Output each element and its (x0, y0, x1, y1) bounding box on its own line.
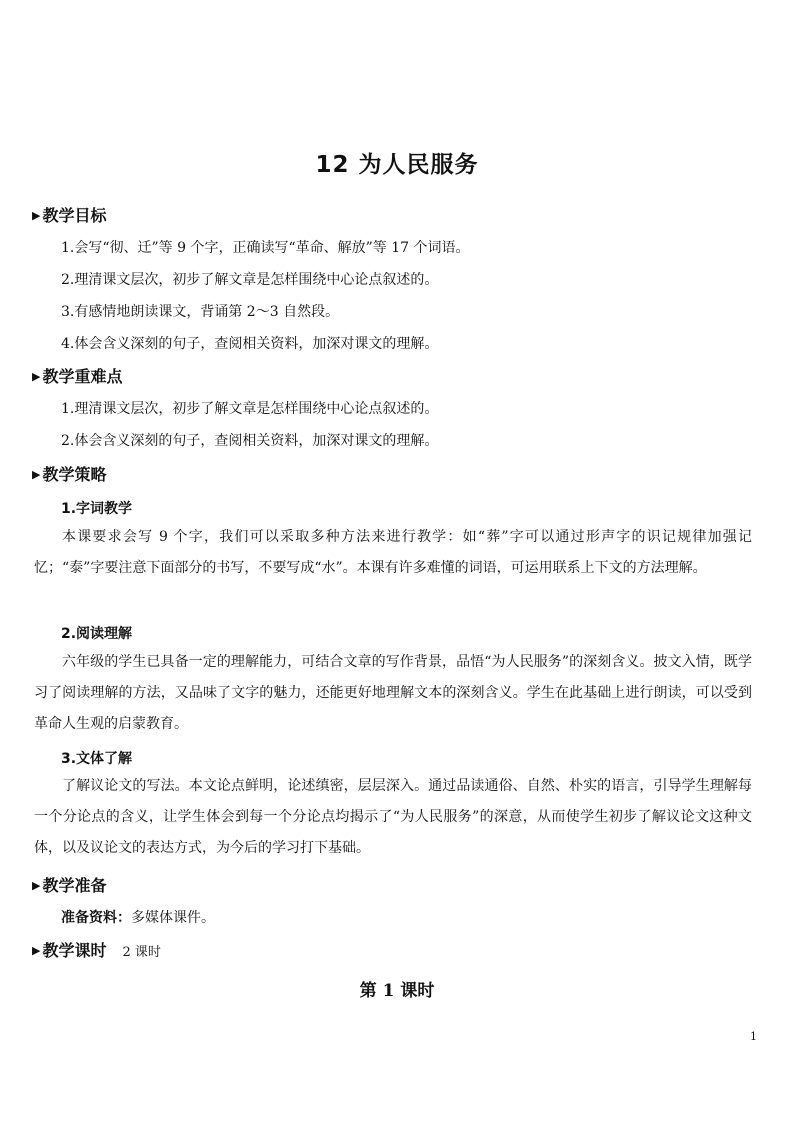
section-heading-text: 教学课时 (42, 941, 107, 960)
preparation-label: 准备资料： (61, 910, 131, 926)
preparation-value: 多媒体课件。 (131, 910, 215, 926)
hours-value: 2 课时 (122, 945, 161, 960)
triangle-bullet-icon: ▶ (32, 879, 41, 892)
strategy-subtitle: 2.阅读理解 (61, 626, 133, 642)
strategy-subtitle: 3.文体了解 (61, 751, 133, 767)
strategy-paragraph: 六年级的学生已具备一定的理解能力，可结合文章的写作背景，品悟“为人民服务”的深刻含义。披文入情，既学习了阅读理解的方法，又品味了文字的魅力，还能更好地理解文本的深刻含义。学生在此基础上进行朗读，可以受到革命人生观的启蒙教育。 (34, 654, 752, 732)
strategy-paragraph: 本课要求会写 9 个字，我们可以采取多种方法来进行教学：如“葬”字可以通过形声字的识记规律加强记忆；“泰”字要注意下面部分的书写，不要写成“水”。本课有许多难懂的词语，可运用联系上下文的方法理解。 (34, 529, 752, 576)
triangle-bullet-icon: ▶ (32, 209, 41, 222)
strategy-subtitle: 1.字词教学 (61, 501, 133, 517)
section-heading-text: 教学策略 (42, 465, 107, 484)
key-point-item: 1.理清课文层次，初步了解文章是怎样围绕中心论点叙述的。 (61, 401, 439, 417)
page-number: 1 (750, 1030, 757, 1043)
preparation-line (61, 907, 215, 927)
section-heading-preparation (32, 873, 106, 896)
section-heading-goals (32, 203, 106, 226)
goal-item: 2.理清课文层次，初步了解文章是怎样围绕中心论点叙述的。 (61, 272, 439, 288)
section-heading-text: 教学目标 (42, 206, 107, 225)
section-heading-text: 教学准备 (42, 876, 107, 895)
triangle-bullet-icon: ▶ (32, 468, 41, 481)
section-heading-strategy (32, 462, 106, 485)
page-title: 12 为人民服务 (315, 152, 479, 178)
key-point-item: 2.体会含义深刻的句子，查阅相关资料，加深对课文的理解。 (61, 433, 439, 449)
triangle-bullet-icon: ▶ (32, 944, 41, 957)
section-heading-hours (32, 938, 161, 961)
goal-item: 1.会写“彻、迁”等 9 个字，正确读写“革命、解放”等 17 个词语。 (61, 240, 470, 256)
section-heading-key-points (32, 364, 122, 387)
strategy-paragraph: 了解议论文的写法。本文论点鲜明，论述缜密，层层深入。通过品读通俗、自然、朴实的语言，引导学生理解每一个分论点的含义，让学生体会到每一个分论点均揭示了“为人民服务”的深意，从而使学生初步了解议论文这种文体，以及议论文的表达方式，为今后的学习打下基础。 (34, 778, 752, 856)
goal-item: 4.体会含义深刻的句子，查阅相关资料，加深对课文的理解。 (61, 336, 439, 352)
section-heading-text: 教学重难点 (42, 367, 123, 386)
lesson-title: 第 1 课时 (359, 981, 435, 1001)
goal-item: 3.有感情地朗读课文，背诵第 2～3 自然段。 (61, 304, 340, 320)
triangle-bullet-icon: ▶ (32, 370, 41, 383)
